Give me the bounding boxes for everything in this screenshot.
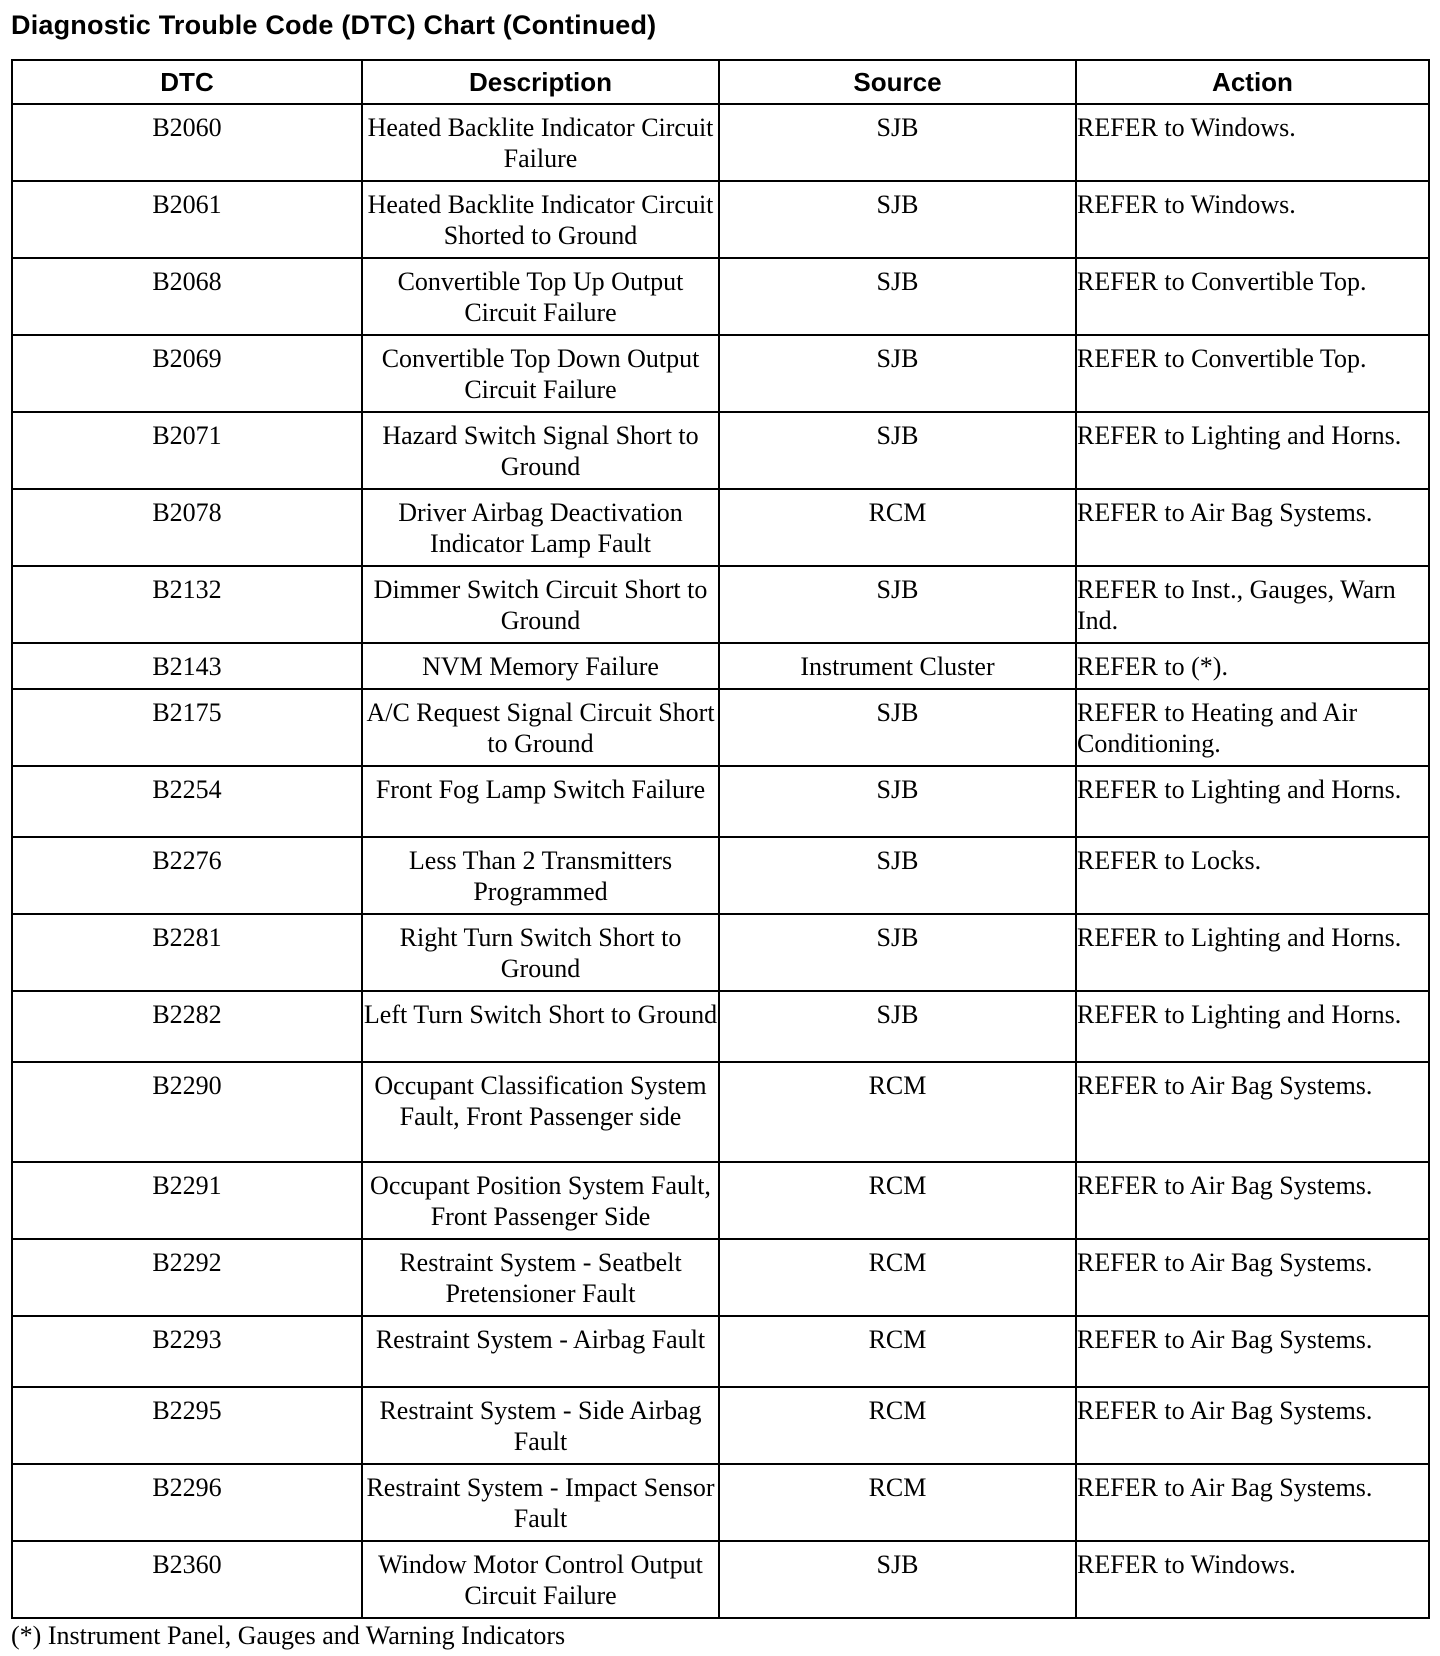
source-cell: SJB <box>719 104 1076 181</box>
table-row <box>12 914 1429 991</box>
dtc-cell: B2061 <box>12 181 362 258</box>
description-cell: Dimmer Switch Circuit Short to Ground <box>362 566 719 643</box>
action-cell: REFER to Convertible Top. <box>1076 258 1429 335</box>
table-row <box>12 566 1429 643</box>
table-row <box>12 837 1429 914</box>
description-cell: Heated Backlite Indicator Circuit Failure <box>362 104 719 181</box>
action-cell: REFER to Air Bag Systems. <box>1076 1239 1429 1316</box>
table-row <box>12 1464 1429 1541</box>
table-row <box>12 1541 1429 1618</box>
action-cell: REFER to Air Bag Systems. <box>1076 1316 1429 1387</box>
dtc-cell: B2360 <box>12 1541 362 1618</box>
table-row <box>12 412 1429 489</box>
table-row <box>12 258 1429 335</box>
dtc-cell: B2069 <box>12 335 362 412</box>
table-row <box>12 1387 1429 1464</box>
action-cell: REFER to Inst., Gauges, Warn Ind. <box>1076 566 1429 643</box>
column-header-dtc: DTC <box>12 60 362 104</box>
table-row <box>12 1162 1429 1239</box>
dtc-cell: B2293 <box>12 1316 362 1387</box>
dtc-cell: B2071 <box>12 412 362 489</box>
source-cell: RCM <box>719 1239 1076 1316</box>
dtc-cell: B2254 <box>12 766 362 837</box>
source-cell: RCM <box>719 1387 1076 1464</box>
action-cell: REFER to Lighting and Horns. <box>1076 412 1429 489</box>
description-cell: Right Turn Switch Short to Ground <box>362 914 719 991</box>
table-row <box>12 181 1429 258</box>
source-cell: Instrument Cluster <box>719 643 1076 689</box>
table-row <box>12 1316 1429 1387</box>
column-header-action: Action <box>1076 60 1429 104</box>
column-header-description: Description <box>362 60 719 104</box>
source-cell: SJB <box>719 566 1076 643</box>
table-row <box>12 489 1429 566</box>
source-cell: SJB <box>719 258 1076 335</box>
source-cell: RCM <box>719 1316 1076 1387</box>
dtc-cell: B2291 <box>12 1162 362 1239</box>
dtc-cell: B2132 <box>12 566 362 643</box>
dtc-cell: B2295 <box>12 1387 362 1464</box>
description-cell: Front Fog Lamp Switch Failure <box>362 766 719 837</box>
action-cell: REFER to Air Bag Systems. <box>1076 1162 1429 1239</box>
table-row <box>12 1239 1429 1316</box>
description-cell: Restraint System - Airbag Fault <box>362 1316 719 1387</box>
description-cell: Less Than 2 Transmitters Programmed <box>362 837 719 914</box>
dtc-cell: B2296 <box>12 1464 362 1541</box>
dtc-cell: B2281 <box>12 914 362 991</box>
column-header-source: Source <box>719 60 1076 104</box>
action-cell: REFER to Air Bag Systems. <box>1076 489 1429 566</box>
table-row <box>12 335 1429 412</box>
description-cell: Window Motor Control Output Circuit Failure <box>362 1541 719 1618</box>
action-cell: REFER to Air Bag Systems. <box>1076 1062 1429 1162</box>
source-cell: RCM <box>719 1062 1076 1162</box>
dtc-cell: B2276 <box>12 837 362 914</box>
source-cell: SJB <box>719 689 1076 766</box>
action-cell: REFER to Air Bag Systems. <box>1076 1464 1429 1541</box>
source-cell: SJB <box>719 914 1076 991</box>
table-row <box>12 1062 1429 1162</box>
source-cell: SJB <box>719 991 1076 1062</box>
action-cell: REFER to Lighting and Horns. <box>1076 991 1429 1062</box>
dtc-cell: B2060 <box>12 104 362 181</box>
table-body <box>12 104 1429 1618</box>
description-cell: Left Turn Switch Short to Ground <box>362 991 719 1062</box>
description-cell: Convertible Top Up Output Circuit Failure <box>362 258 719 335</box>
table-row <box>12 766 1429 837</box>
table-row <box>12 991 1429 1062</box>
source-cell: SJB <box>719 335 1076 412</box>
dtc-cell: B2078 <box>12 489 362 566</box>
description-cell: Hazard Switch Signal Short to Ground <box>362 412 719 489</box>
source-cell: SJB <box>719 1541 1076 1618</box>
description-cell: Restraint System - Seatbelt Pretensioner Fault <box>362 1239 719 1316</box>
action-cell: REFER to Locks. <box>1076 837 1429 914</box>
description-cell: Heated Backlite Indicator Circuit Shorted to Ground <box>362 181 719 258</box>
dtc-cell: B2175 <box>12 689 362 766</box>
table-row <box>12 643 1429 689</box>
description-cell: Occupant Classification System Fault, Front Passenger side <box>362 1062 719 1162</box>
description-cell: Convertible Top Down Output Circuit Failure <box>362 335 719 412</box>
dtc-cell: B2068 <box>12 258 362 335</box>
action-cell: REFER to Windows. <box>1076 181 1429 258</box>
footnote: (*) Instrument Panel, Gauges and Warning Indicators <box>11 1621 566 1650</box>
source-cell: RCM <box>719 1464 1076 1541</box>
action-cell: REFER to Heating and Air Conditioning. <box>1076 689 1429 766</box>
description-cell: Occupant Position System Fault, Front Passenger Side <box>362 1162 719 1239</box>
action-cell: REFER to Windows. <box>1076 1541 1429 1618</box>
dtc-cell: B2282 <box>12 991 362 1062</box>
table-row <box>12 689 1429 766</box>
dtc-cell: B2292 <box>12 1239 362 1316</box>
source-cell: SJB <box>719 181 1076 258</box>
source-cell: SJB <box>719 837 1076 914</box>
description-cell: A/C Request Signal Circuit Short to Ground <box>362 689 719 766</box>
dtc-cell: B2143 <box>12 643 362 689</box>
source-cell: SJB <box>719 412 1076 489</box>
action-cell: REFER to Lighting and Horns. <box>1076 914 1429 991</box>
dtc-cell: B2290 <box>12 1062 362 1162</box>
description-cell: Restraint System - Side Airbag Fault <box>362 1387 719 1464</box>
table-row <box>12 104 1429 181</box>
action-cell: REFER to (*). <box>1076 643 1429 689</box>
dtc-table <box>11 59 1430 1619</box>
action-cell: REFER to Convertible Top. <box>1076 335 1429 412</box>
source-cell: RCM <box>719 489 1076 566</box>
description-cell: NVM Memory Failure <box>362 643 719 689</box>
source-cell: SJB <box>719 766 1076 837</box>
action-cell: REFER to Air Bag Systems. <box>1076 1387 1429 1464</box>
description-cell: Driver Airbag Deactivation Indicator Lamp Fault <box>362 489 719 566</box>
action-cell: REFER to Lighting and Horns. <box>1076 766 1429 837</box>
description-cell: Restraint System - Impact Sensor Fault <box>362 1464 719 1541</box>
table-header-row <box>12 60 1429 104</box>
page-title: Diagnostic Trouble Code (DTC) Chart (Continued) <box>11 10 657 40</box>
source-cell: RCM <box>719 1162 1076 1239</box>
action-cell: REFER to Windows. <box>1076 104 1429 181</box>
